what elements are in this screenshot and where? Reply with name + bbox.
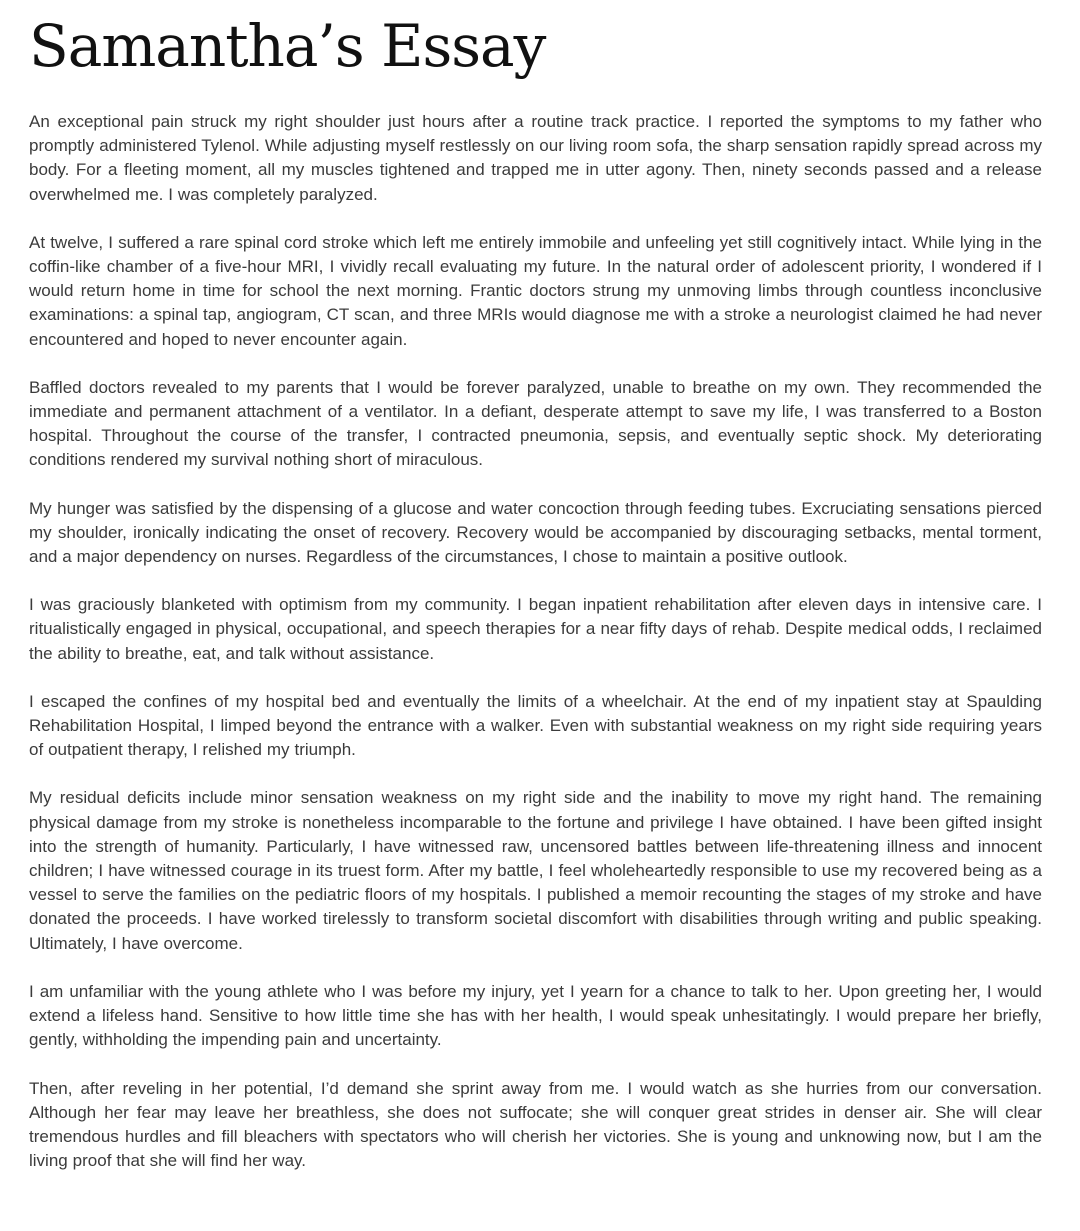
essay-paragraph-7: My residual deficits include minor sensation weakness on my right side and the inability to move my right hand. The remaining physical damage from my stroke is nonetheless incomparable to the fortune and privilege I have obtained. I have been gifted insight into the strength of humanity. Particularly, I have witnessed raw, uncensored battles between life-threatening illness and innocent children; I have witnessed courage in its truest form. After my battle, I feel wholeheartedly responsible to use my recovered being as a vessel to serve the families on the pediatric floors of my hospitals. I published a memoir recounting the stages of my stroke and have donated the proceeds. I have worked tirelessly to transform societal discomfort with disabilities through writing and public speaking. Ultimately, I have overcome. xyxy=(29,788,1042,953)
essay-paragraph-8: I am unfamiliar with the young athlete who I was before my injury, yet I yearn for a chance to talk to her. Upon greeting her, I would extend a lifeless hand. Sensitive to how little time she has with her health, I would speak unhesitatingly. I would prepare her briefly, gently, withholding the impending pain and uncertainty. xyxy=(29,981,1042,1050)
essay-paragraph-6: I escaped the confines of my hospital bed and eventually the limits of a wheelchair. At the end of my inpatient stay at Spaulding Rehabilitation Hospital, I limped beyond the entrance with a walker. Even with substantial weakness on my right side requiring years of outpatient therapy, I relished my triumph. xyxy=(29,691,1042,760)
essay-paragraph-1: An exceptional pain struck my right shoulder just hours after a routine track practice. I reported the symptoms to my father who promptly administered Tylenol. While adjusting myself restlessly on our living room sofa, the sharp sensation rapidly spread across my body. For a fleeting moment, all my muscles tightened and trapped me in utter agony. Then, ninety seconds passed and a release overwhelmed me. I was completely paralyzed. xyxy=(29,112,1042,204)
essay-paragraph-3: Baffled doctors revealed to my parents that I would be forever paralyzed, unable to breathe on my own. They recommended the immediate and permanent attachment of a ventilator. In a defiant, desperate attempt to save my life, I was transferred to a Boston hospital. Throughout the course of the transfer, I contracted pneumonia, sepsis, and eventually septic shock. My deteriorating conditions rendered my survival nothing short of miraculous. xyxy=(29,377,1042,470)
essay-paragraph-5: I was graciously blanketed with optimism from my community. I began inpatient rehabilitation after eleven days in intensive care. I ritualistically engaged in physical, occupational, and speech therapies for a near fifty days of rehab. Despite medical odds, I reclaimed the ability to breathe, eat, and talk without assistance. xyxy=(29,595,1042,663)
page-title: Samantha’s Essay xyxy=(29,12,546,80)
essay-page xyxy=(0,14,1080,1231)
essay-paragraph-2: At twelve, I suffered a rare spinal cord stroke which left me entirely immobile and unfeeling yet still cognitively intact. While lying in the coffin-like chamber of a five-hour MRI, I vividly recall evaluating my future. In the natural order of adolescent priority, I wondered if I would return home in time for school the next morning. Frantic doctors strung my unmoving limbs through countless inconclusive examinations: a spinal tap, angiogram, CT scan, and three MRIs would diagnose me with a stroke a neurologist claimed he had never encountered and hoped to never encounter again. xyxy=(29,232,1042,349)
essay-body xyxy=(29,110,1042,1173)
essay-paragraph-9: Then, after reveling in her potential, I’d demand she sprint away from me. I would watch as she hurries from our conversation. Although her fear may leave her breathless, she does not suffocate; she will conquer great strides in denser air. She will clear tremendous hurdles and fill bleachers with spectators who will cherish her victories. She is young and unknowing now, but I am the living proof that she will find her way. xyxy=(29,1078,1042,1171)
essay-paragraph-4: My hunger was satisfied by the dispensing of a glucose and water concoction through feeding tubes. Excruciating sensations pierced my shoulder, ironically indicating the onset of recovery. Recovery would be accompanied by discouraging setbacks, mental torment, and a major dependency on nurses. Regardless of the circumstances, I chose to maintain a positive outlook. xyxy=(29,498,1042,567)
